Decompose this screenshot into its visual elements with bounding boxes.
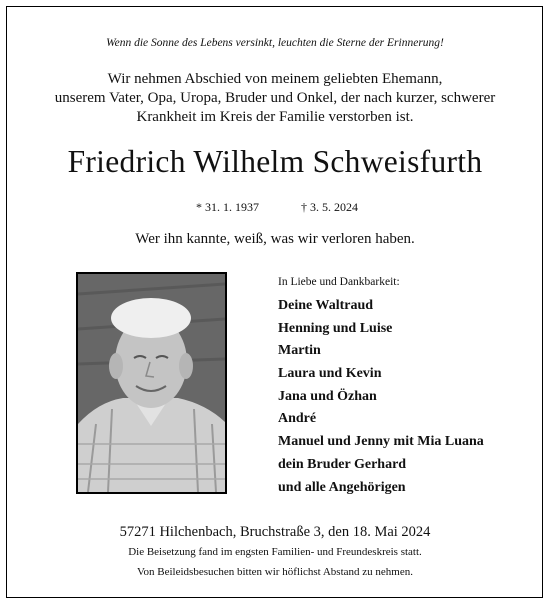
mourner-item: Henning und Luise	[278, 320, 393, 336]
death-date: † 3. 5. 2024	[301, 200, 358, 214]
mourner-item: Deine Waltraud	[278, 298, 374, 313]
mourner-item: dein Bruder Gerhard	[278, 456, 407, 472]
motto: Wenn die Sonne des Lebens versinkt, leuchten die Sterne der Erinnerung!	[106, 37, 444, 49]
mourner-item: Laura und Kevin	[278, 366, 382, 382]
mourners-intro: In Liebe und Dankbarkeit:	[278, 276, 400, 288]
portrait-photo	[76, 272, 227, 494]
intro-line: Wir nehmen Abschied von meinem geliebten Ehemann,	[107, 71, 443, 87]
deceased-name: Friedrich Wilhelm Schweisfurth	[67, 144, 483, 179]
intro-line: unserem Vater, Opa, Uropa, Bruder und Onkel, der nach kurzer, schwerer	[54, 90, 496, 106]
memorial-quote: Wer ihn kannte, weiß, was wir verloren haben.	[135, 231, 415, 247]
funeral-note: Die Beisetzung fand im engsten Familien- und Freundeskreis statt.	[128, 546, 422, 558]
portrait-image	[78, 274, 225, 492]
mourner-item: Manuel und Jenny mit Mia Luana	[278, 434, 484, 450]
mourner-item: und alle Angehörigen	[278, 479, 406, 495]
mourner-item: Jana und Özhan	[278, 388, 377, 404]
mourners-list	[278, 297, 484, 501]
intro-line: Krankheit im Kreis der Familie verstorben ist.	[136, 109, 414, 125]
intro-text	[0, 70, 550, 127]
mourner-item: André	[278, 411, 317, 427]
birth-date: * 31. 1. 1937	[196, 200, 259, 214]
mourner-item: Martin	[278, 343, 321, 359]
condolence-note: Von Beileidsbesuchen bitten wir höflichst Abstand zu nehmen.	[137, 566, 413, 578]
place-date: 57271 Hilchenbach, Bruchstraße 3, den 18. Mai 2024	[119, 524, 431, 540]
